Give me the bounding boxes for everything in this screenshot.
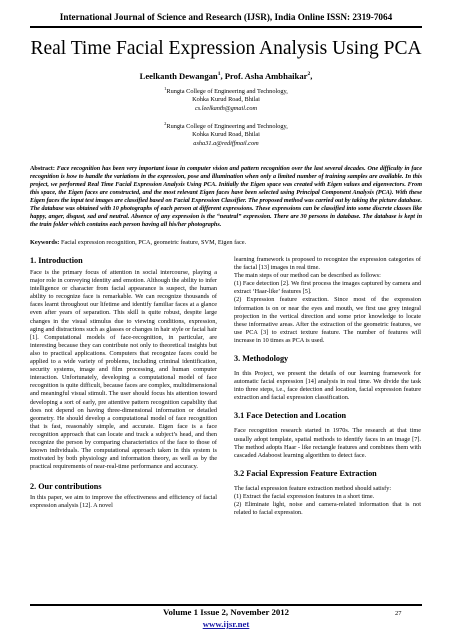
affiliation-org: Rungta College of Engineering and Technology,: [166, 88, 288, 96]
keywords-label: Keywords:: [30, 239, 60, 246]
methodology-text: In this Project, we present the details of our learning framework for automatic facial expression [14] analysis in real time. We divide the task into three steps, i.e., face detection and location, facial expression feature extraction and facial expression classification.: [234, 370, 421, 402]
author-list: [20, 71, 432, 81]
affiliation-marker: 1: [164, 86, 167, 91]
abstract: [30, 165, 422, 229]
paper-title: Real Time Facial Expression Analysis Using PCA: [30, 38, 422, 59]
feature-extraction-text: The facial expression feature extraction method should satisfy:: [234, 484, 392, 492]
feature-extraction-item: (2) Eliminate light, noise and camera-related information that is not related to facial expression.: [234, 500, 421, 517]
author-name: Leelkanth Dewangan: [139, 71, 218, 81]
affiliation-address: Kohka Kurud Road, Bhilai: [192, 131, 260, 139]
footer-volume: Volume 1 Issue 2, November 2012: [162, 607, 290, 617]
page-number: 27: [395, 610, 402, 617]
footer-website-link[interactable]: www.ijsr.net: [202, 619, 250, 629]
affiliation-org: Rungta College of Engineering and Technology,: [166, 123, 288, 131]
introduction-text: Face is the primary focus of attention in social intercourse, playing a major role in conveying identity and emotion. Although the ability to infer intelligence or character from facial appearance is suspect, the human ability to recognize face is remarkable. We can recognize thousands of faces learnt throughout our lifetime and identify familiar faces at a glance even after years of separation. This skill is quite robust, despite large changes in the visual stimulus due to viewing conditions, expression, aging and distractions such as glasses or changes in hair style or facial hair [1]. Computational models of face-recognition, in particular, are interesting because they can contribute not only to theoretical insights but also to practical applications. Computers that recognize faces could be applied to a wide variety of problems, including criminal identification, security systems, image and film processing, and human computer interaction. Unfortunately, developing a computational model of face recognition is quite difficult, because faces are complex, multidimensional and meaningful visual stimuli. The user should focus his attention toward developing a sort of early, pre attentive pattern recognition capability that does not depend on having three-dimensional information or detailed geometry. He should develop a computational model of face recognition that is fast, reasonably simple, and accurate. Eigen face is a face recognition approach that can locate and track a subject’s head, and then recognize the person by comparing characteristics of the face to those of known individuals. The computational approach taken in this system is motivated by both physiology and information theory, as well as by the practical requirements of near-real-time performance and accuracy.: [30, 269, 217, 471]
header-rule: [30, 26, 422, 28]
author-separator: ,: [220, 71, 225, 81]
author-email[interactable]: asha31.a@rediffmail.com: [193, 139, 259, 147]
face-detection-text: Face recognition research started in 1970s. The research at that time usually adopt template, spatial methods to identify faces in an image [7]. The method adopts Haar - like rectangle features and combines them with cascaded Adaboost learning algorithm to detect face.: [234, 427, 421, 459]
contributions-continued-text: learning framework is proposed to recognize the expression categories of the facial [13] images in real time.: [234, 256, 421, 272]
section-heading-methodology: 3. Methodology: [234, 354, 289, 364]
author-separator: ,: [310, 71, 313, 81]
author-email[interactable]: cs.leelkanth@gmail.com: [194, 104, 258, 112]
abstract-text: Face recognition has been very important issue in computer vision and pattern recognition over the last several decades. One difficulty in face recognition is how to handle the variations in the expression, pose and illumination when only a limited number of training samples are available. In this project, we performed Real Time Facial Expression Analysis Using PCA. Initially the Eigen space was created with Eigen values and eigenvectors. From this space, the Eigen faces are constructed, and the most relevant Eigen faces have been selected using Principal Component Analysis (PCA). With these Eigen faces the input test images are classified based on Facial Expression Classifier. The proposed method was carried out by taking the picture database. The database was obtained with 10 photographs of each person at different expressions. These expressions can be classified into some discrete classes like happy, anger, disgust, sad and neutral. Absence of any expression is the “neutral” expression. There are 30 persons in database. The database is kept in the train folder which contains each person having all his/her photographs.: [30, 166, 422, 229]
section-heading-face-detection: 3.1 Face Detection and Location: [234, 411, 347, 421]
author-affil-marker: 1: [217, 71, 221, 78]
contributions-text: In this paper, we aim to improve the effectiveness and efficiency of facial expression analysis [12]. A novel: [30, 494, 217, 510]
step-feature-extraction: (2) Expression feature extraction. Since most of the expression information is on or near the eyes and mouth, we first use grey integral projection in the vertical direction and some prior knowledge to locate these informative areas. After the extraction of the geometric features, we use PCA [3] to extract texture feature. The number of features will increase in 10 times as PCA is used.: [234, 296, 421, 344]
author-name: Prof. Asha Ambhaikar: [224, 71, 308, 81]
footer-rule: [30, 604, 422, 606]
journal-header: International Journal of Science and Research (IJSR), India Online ISSN: 2319-7064: [59, 12, 393, 22]
right-column: [234, 256, 421, 517]
keywords-text: Facial expression recognition, PCA, geometric feature, SVM, Eigen face.: [60, 239, 247, 246]
affiliation-marker: 2: [164, 121, 167, 126]
author-affil-marker: 2: [307, 71, 311, 78]
affiliation-block: [20, 85, 432, 113]
affiliation-address: Kohka Kurud Road, Bhilai: [192, 96, 260, 104]
abstract-label: Abstract:: [30, 166, 55, 172]
step-face-detection: (1) Face detection [2]. We first process the images captured by camera and extract ‘Haar-like’ features [5].: [234, 280, 421, 296]
section-heading-contributions: 2. Our contributions: [30, 482, 102, 492]
feature-extraction-item: (1) Extract the facial expression features in a short time.: [234, 492, 375, 500]
section-heading-feature-extraction: 3.2 Facial Expression Feature Extraction: [234, 468, 377, 478]
section-heading-introduction: 1. Introduction: [30, 256, 83, 265]
left-column: [30, 256, 217, 511]
keywords: [30, 239, 422, 247]
affiliation-block: [20, 120, 432, 148]
steps-intro: The main steps of our method can be described as follows:: [234, 272, 381, 280]
